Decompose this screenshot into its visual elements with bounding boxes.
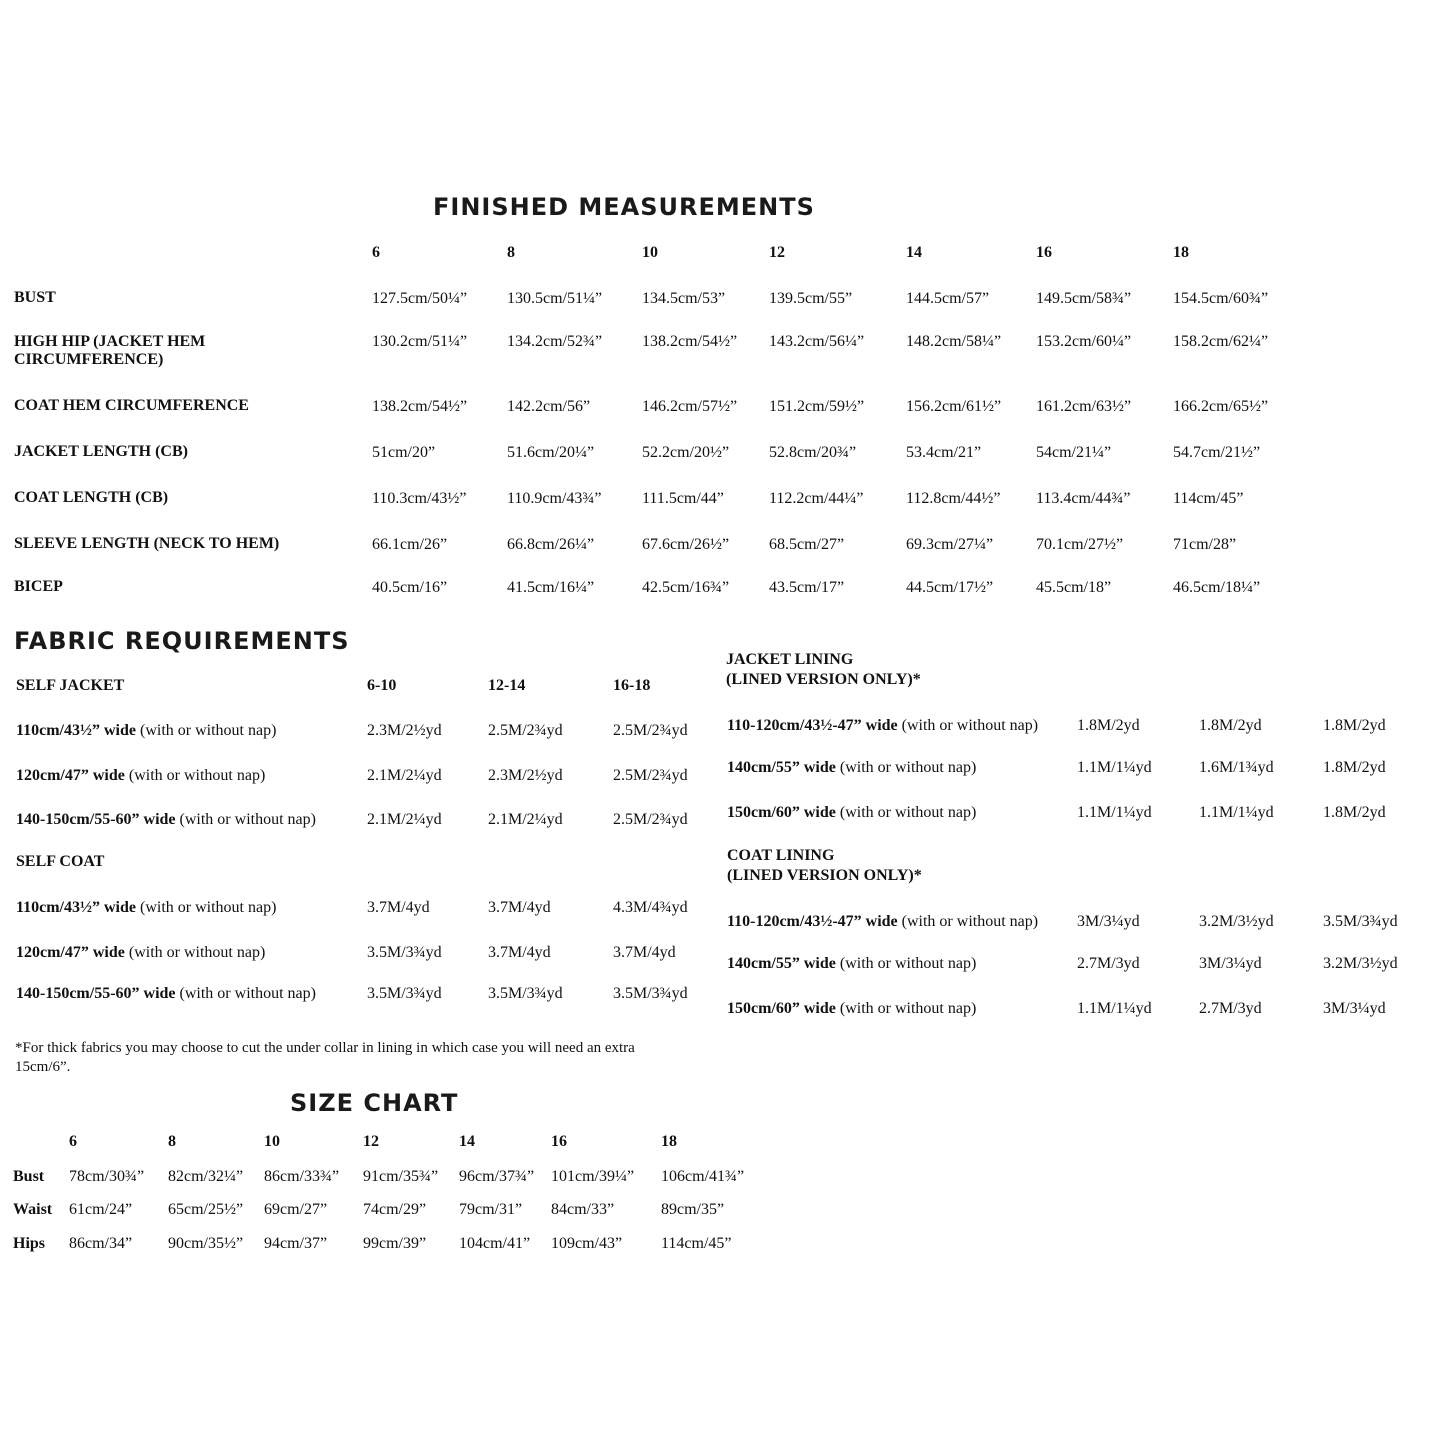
fabric-width: 150cm/60” wide bbox=[727, 804, 836, 821]
fabric-width: 110cm/43½” wide bbox=[16, 899, 136, 916]
fabric-amount: 3M/3¼yd bbox=[1323, 1000, 1386, 1017]
measurement-value: 161.2cm/63½” bbox=[1036, 398, 1132, 415]
measurement-value: 54.7cm/21½” bbox=[1173, 444, 1261, 461]
size-header: 8 bbox=[168, 1133, 176, 1150]
fabric-amount: 2.3M/2½yd bbox=[488, 767, 563, 784]
fabric-width-row bbox=[727, 804, 976, 822]
measurement-value: 158.2cm/62¼” bbox=[1173, 333, 1269, 350]
measurement-value: 130.5cm/51¼” bbox=[507, 290, 603, 307]
fabric-width: 120cm/47” wide bbox=[16, 767, 125, 784]
measurement-value: 53.4cm/21” bbox=[906, 444, 982, 461]
fabric-amount: 3M/3¼yd bbox=[1199, 955, 1262, 972]
nap-note: (with or without nap) bbox=[128, 944, 266, 961]
fabric-amount: 1.8M/2yd bbox=[1323, 717, 1386, 734]
fabric-amount: 3.7M/4yd bbox=[488, 899, 551, 916]
nap-note: (with or without nap) bbox=[179, 811, 316, 828]
fabric-width-row bbox=[727, 717, 1038, 735]
size-header: 16 bbox=[1036, 244, 1052, 261]
fabric-width-row bbox=[727, 913, 1038, 931]
size-header: 18 bbox=[1173, 244, 1189, 261]
nap-note: (with or without nap) bbox=[901, 717, 1039, 734]
fabric-requirements-title: FABRIC REQUIREMENTS bbox=[14, 627, 350, 655]
fabric-width: 140-150cm/55-60” wide bbox=[16, 985, 176, 1002]
body-measurement: 84cm/33” bbox=[551, 1201, 615, 1218]
fabric-width: 140-150cm/55-60” wide bbox=[16, 811, 176, 828]
fabric-amount: 3.5M/3¾yd bbox=[613, 985, 688, 1002]
fabric-amount: 2.5M/2¾yd bbox=[613, 722, 688, 739]
size-header: 14 bbox=[459, 1133, 475, 1150]
body-measurement: 99cm/39” bbox=[363, 1235, 427, 1252]
row-label-sleeve-length: SLEEVE LENGTH (NECK TO HEM) bbox=[14, 535, 280, 552]
size-header: 16 bbox=[551, 1133, 567, 1150]
size-range-header: 6-10 bbox=[367, 677, 397, 694]
body-measurement: 109cm/43” bbox=[551, 1235, 623, 1252]
size-header: 14 bbox=[906, 244, 922, 261]
size-range-header: 16-18 bbox=[613, 677, 651, 694]
fabric-amount: 1.6M/1¾yd bbox=[1199, 759, 1274, 776]
fabric-amount: 3.5M/3¾yd bbox=[1323, 913, 1398, 930]
body-measurement: 101cm/39¼” bbox=[551, 1168, 635, 1185]
measurement-value: 134.2cm/52¾” bbox=[507, 333, 603, 350]
fabric-amount: 1.8M/2yd bbox=[1199, 717, 1262, 734]
measurement-value: 66.1cm/26” bbox=[372, 536, 448, 553]
measurement-value: 166.2cm/65½” bbox=[1173, 398, 1269, 415]
body-measurement: 79cm/31” bbox=[459, 1201, 523, 1218]
body-measurement: 86cm/34” bbox=[69, 1235, 133, 1252]
fabric-amount: 2.3M/2½yd bbox=[367, 722, 442, 739]
size-header: 10 bbox=[642, 244, 658, 261]
size-header: 18 bbox=[661, 1133, 677, 1150]
row-label-jacket-length: JACKET LENGTH (CB) bbox=[14, 443, 188, 460]
measurement-value: 151.2cm/59½” bbox=[769, 398, 865, 415]
measurement-value: 149.5cm/58¾” bbox=[1036, 290, 1132, 307]
measurement-value: 70.1cm/27½” bbox=[1036, 536, 1124, 553]
size-header: 6 bbox=[372, 244, 380, 261]
fabric-amount: 2.5M/2¾yd bbox=[488, 722, 563, 739]
measurement-value: 67.6cm/26½” bbox=[642, 536, 730, 553]
row-label-waist: Waist bbox=[13, 1201, 53, 1218]
measurement-value: 52.8cm/20¾” bbox=[769, 444, 857, 461]
body-measurement: 61cm/24” bbox=[69, 1201, 133, 1218]
measurement-value: 44.5cm/17½” bbox=[906, 579, 994, 596]
fabric-amount: 1.1M/1¼yd bbox=[1199, 804, 1274, 821]
measurement-value: 45.5cm/18” bbox=[1036, 579, 1112, 596]
measurement-value: 51cm/20” bbox=[372, 444, 436, 461]
fabric-width-row bbox=[16, 944, 265, 962]
footnote-line2: 15cm/6”. bbox=[15, 1059, 71, 1075]
body-measurement: 65cm/25½” bbox=[168, 1201, 244, 1218]
nap-note: (with or without nap) bbox=[140, 899, 277, 916]
nap-note: (with or without nap) bbox=[128, 767, 266, 784]
nap-note: (with or without nap) bbox=[839, 1000, 977, 1017]
fabric-amount: 2.1M/2¼yd bbox=[488, 811, 563, 828]
measurement-value: 43.5cm/17” bbox=[769, 579, 845, 596]
fabric-width-row bbox=[16, 811, 316, 829]
measurement-value: 68.5cm/27” bbox=[769, 536, 845, 553]
self-jacket-label: SELF JACKET bbox=[16, 677, 125, 694]
fabric-amount: 2.5M/2¾yd bbox=[613, 811, 688, 828]
jacket-lining-sublabel: (LINED VERSION ONLY)* bbox=[726, 671, 921, 688]
body-measurement: 86cm/33¾” bbox=[264, 1168, 340, 1185]
measurement-value: 40.5cm/16” bbox=[372, 579, 448, 596]
body-measurement: 74cm/29” bbox=[363, 1201, 427, 1218]
measurement-value: 69.3cm/27¼” bbox=[906, 536, 994, 553]
fabric-width-row bbox=[16, 767, 265, 785]
measurement-value: 144.5cm/57” bbox=[906, 290, 990, 307]
finished-measurements-title: FINISHED MEASUREMENTS bbox=[433, 193, 815, 221]
measurement-value: 71cm/28” bbox=[1173, 536, 1237, 553]
measurement-value: 146.2cm/57½” bbox=[642, 398, 738, 415]
fabric-amount: 3.5M/3¾yd bbox=[367, 944, 442, 961]
body-measurement: 106cm/41¾” bbox=[661, 1168, 745, 1185]
measurement-value: 127.5cm/50¼” bbox=[372, 290, 468, 307]
measurement-value: 153.2cm/60¼” bbox=[1036, 333, 1132, 350]
body-measurement: 104cm/41” bbox=[459, 1235, 531, 1252]
fabric-width: 110-120cm/43½-47” wide bbox=[727, 913, 898, 930]
body-measurement: 89cm/35” bbox=[661, 1201, 725, 1218]
fabric-amount: 4.3M/4¾yd bbox=[613, 899, 688, 916]
fabric-amount: 2.7M/3yd bbox=[1077, 955, 1140, 972]
measurement-value: 139.5cm/55” bbox=[769, 290, 853, 307]
fabric-amount: 1.8M/2yd bbox=[1323, 759, 1386, 776]
fabric-width-row bbox=[727, 1000, 976, 1018]
fabric-amount: 3.5M/3¾yd bbox=[367, 985, 442, 1002]
fabric-width: 110-120cm/43½-47” wide bbox=[727, 717, 898, 734]
measurement-value: 111.5cm/44” bbox=[642, 490, 724, 507]
fabric-width: 120cm/47” wide bbox=[16, 944, 125, 961]
measurement-value: 113.4cm/44¾” bbox=[1036, 490, 1131, 507]
fabric-amount: 1.8M/2yd bbox=[1323, 804, 1386, 821]
body-measurement: 82cm/32¼” bbox=[168, 1168, 244, 1185]
fabric-amount: 3M/3¼yd bbox=[1077, 913, 1140, 930]
body-measurement: 91cm/35¾” bbox=[363, 1168, 439, 1185]
body-measurement: 114cm/45” bbox=[661, 1235, 732, 1252]
nap-note: (with or without nap) bbox=[839, 955, 977, 972]
measurement-value: 154.5cm/60¾” bbox=[1173, 290, 1269, 307]
row-label-hips: Hips bbox=[13, 1235, 46, 1252]
size-header: 12 bbox=[363, 1133, 379, 1150]
measurement-value: 156.2cm/61½” bbox=[906, 398, 1002, 415]
measurement-value: 143.2cm/56¼” bbox=[769, 333, 865, 350]
measurement-value: 130.2cm/51¼” bbox=[372, 333, 468, 350]
row-label-coat-length: COAT LENGTH (CB) bbox=[14, 489, 169, 506]
row-label-coat-hem: COAT HEM CIRCUMFERENCE bbox=[14, 397, 249, 414]
measurement-value: 54cm/21¼” bbox=[1036, 444, 1112, 461]
nap-note: (with or without nap) bbox=[839, 759, 977, 776]
fabric-amount: 3.2M/3½yd bbox=[1323, 955, 1398, 972]
fabric-amount: 1.8M/2yd bbox=[1077, 717, 1140, 734]
body-measurement: 78cm/30¾” bbox=[69, 1168, 145, 1185]
measurement-value: 110.3cm/43½” bbox=[372, 490, 467, 507]
measurement-value: 52.2cm/20½” bbox=[642, 444, 730, 461]
fabric-amount: 3.7M/4yd bbox=[488, 944, 551, 961]
size-header: 10 bbox=[264, 1133, 280, 1150]
fabric-width-row bbox=[16, 899, 276, 917]
body-measurement: 94cm/37” bbox=[264, 1235, 328, 1252]
jacket-lining-label: JACKET LINING bbox=[726, 651, 854, 668]
size-header: 12 bbox=[769, 244, 785, 261]
fabric-amount: 3.7M/4yd bbox=[367, 899, 430, 916]
fabric-amount: 1.1M/1¼yd bbox=[1077, 1000, 1152, 1017]
measurement-value: 114cm/45” bbox=[1173, 490, 1244, 507]
measurement-value: 134.5cm/53” bbox=[642, 290, 726, 307]
fabric-amount: 2.5M/2¾yd bbox=[613, 767, 688, 784]
row-label-high-hip-line2: CIRCUMFERENCE) bbox=[14, 351, 164, 368]
fabric-amount: 3.5M/3¾yd bbox=[488, 985, 563, 1002]
nap-note: (with or without nap) bbox=[901, 913, 1039, 930]
row-label-bicep: BICEP bbox=[14, 578, 63, 595]
coat-lining-label: COAT LINING bbox=[727, 847, 835, 864]
fabric-amount: 2.1M/2¼yd bbox=[367, 767, 442, 784]
measurement-value: 42.5cm/16¾” bbox=[642, 579, 730, 596]
fabric-amount: 1.1M/1¼yd bbox=[1077, 804, 1152, 821]
measurement-value: 112.2cm/44¼” bbox=[769, 490, 864, 507]
fabric-width-row bbox=[727, 759, 976, 777]
measurement-value: 142.2cm/56” bbox=[507, 398, 591, 415]
footnote: *For thick fabrics you may choose to cut the under collar in lining in which case you will need an extra bbox=[15, 1040, 635, 1056]
measurement-value: 112.8cm/44½” bbox=[906, 490, 1001, 507]
nap-note: (with or without nap) bbox=[839, 804, 977, 821]
measurement-value: 148.2cm/58¼” bbox=[906, 333, 1002, 350]
fabric-amount: 2.1M/2¼yd bbox=[367, 811, 442, 828]
fabric-width: 110cm/43½” wide bbox=[16, 722, 136, 739]
measurement-value: 66.8cm/26¼” bbox=[507, 536, 595, 553]
fabric-amount: 2.7M/3yd bbox=[1199, 1000, 1262, 1017]
fabric-amount: 3.7M/4yd bbox=[613, 944, 676, 961]
measurement-value: 51.6cm/20¼” bbox=[507, 444, 595, 461]
size-header: 8 bbox=[507, 244, 515, 261]
measurement-value: 46.5cm/18¼” bbox=[1173, 579, 1261, 596]
fabric-width: 150cm/60” wide bbox=[727, 1000, 836, 1017]
body-measurement: 96cm/37¾” bbox=[459, 1168, 535, 1185]
row-label-bust: BUST bbox=[14, 289, 56, 306]
size-chart-title: SIZE CHART bbox=[290, 1089, 459, 1117]
fabric-amount: 1.1M/1¼yd bbox=[1077, 759, 1152, 776]
fabric-width-row bbox=[16, 722, 276, 740]
fabric-width: 140cm/55” wide bbox=[727, 955, 836, 972]
row-label-high-hip: HIGH HIP (JACKET HEM bbox=[14, 333, 206, 350]
body-measurement: 69cm/27” bbox=[264, 1201, 328, 1218]
measurement-value: 41.5cm/16¼” bbox=[507, 579, 595, 596]
measurement-value: 138.2cm/54½” bbox=[642, 333, 738, 350]
row-label-bust: Bust bbox=[13, 1168, 45, 1185]
nap-note: (with or without nap) bbox=[179, 985, 316, 1002]
self-coat-label: SELF COAT bbox=[16, 853, 105, 870]
nap-note: (with or without nap) bbox=[140, 722, 277, 739]
fabric-width: 140cm/55” wide bbox=[727, 759, 836, 776]
measurement-value: 110.9cm/43¾” bbox=[507, 490, 602, 507]
size-header: 6 bbox=[69, 1133, 77, 1150]
body-measurement: 90cm/35½” bbox=[168, 1235, 244, 1252]
fabric-width-row bbox=[727, 955, 976, 973]
fabric-width-row bbox=[16, 985, 316, 1003]
fabric-amount: 3.2M/3½yd bbox=[1199, 913, 1274, 930]
measurement-value: 138.2cm/54½” bbox=[372, 398, 468, 415]
size-range-header: 12-14 bbox=[488, 677, 526, 694]
coat-lining-sublabel: (LINED VERSION ONLY)* bbox=[727, 867, 922, 884]
